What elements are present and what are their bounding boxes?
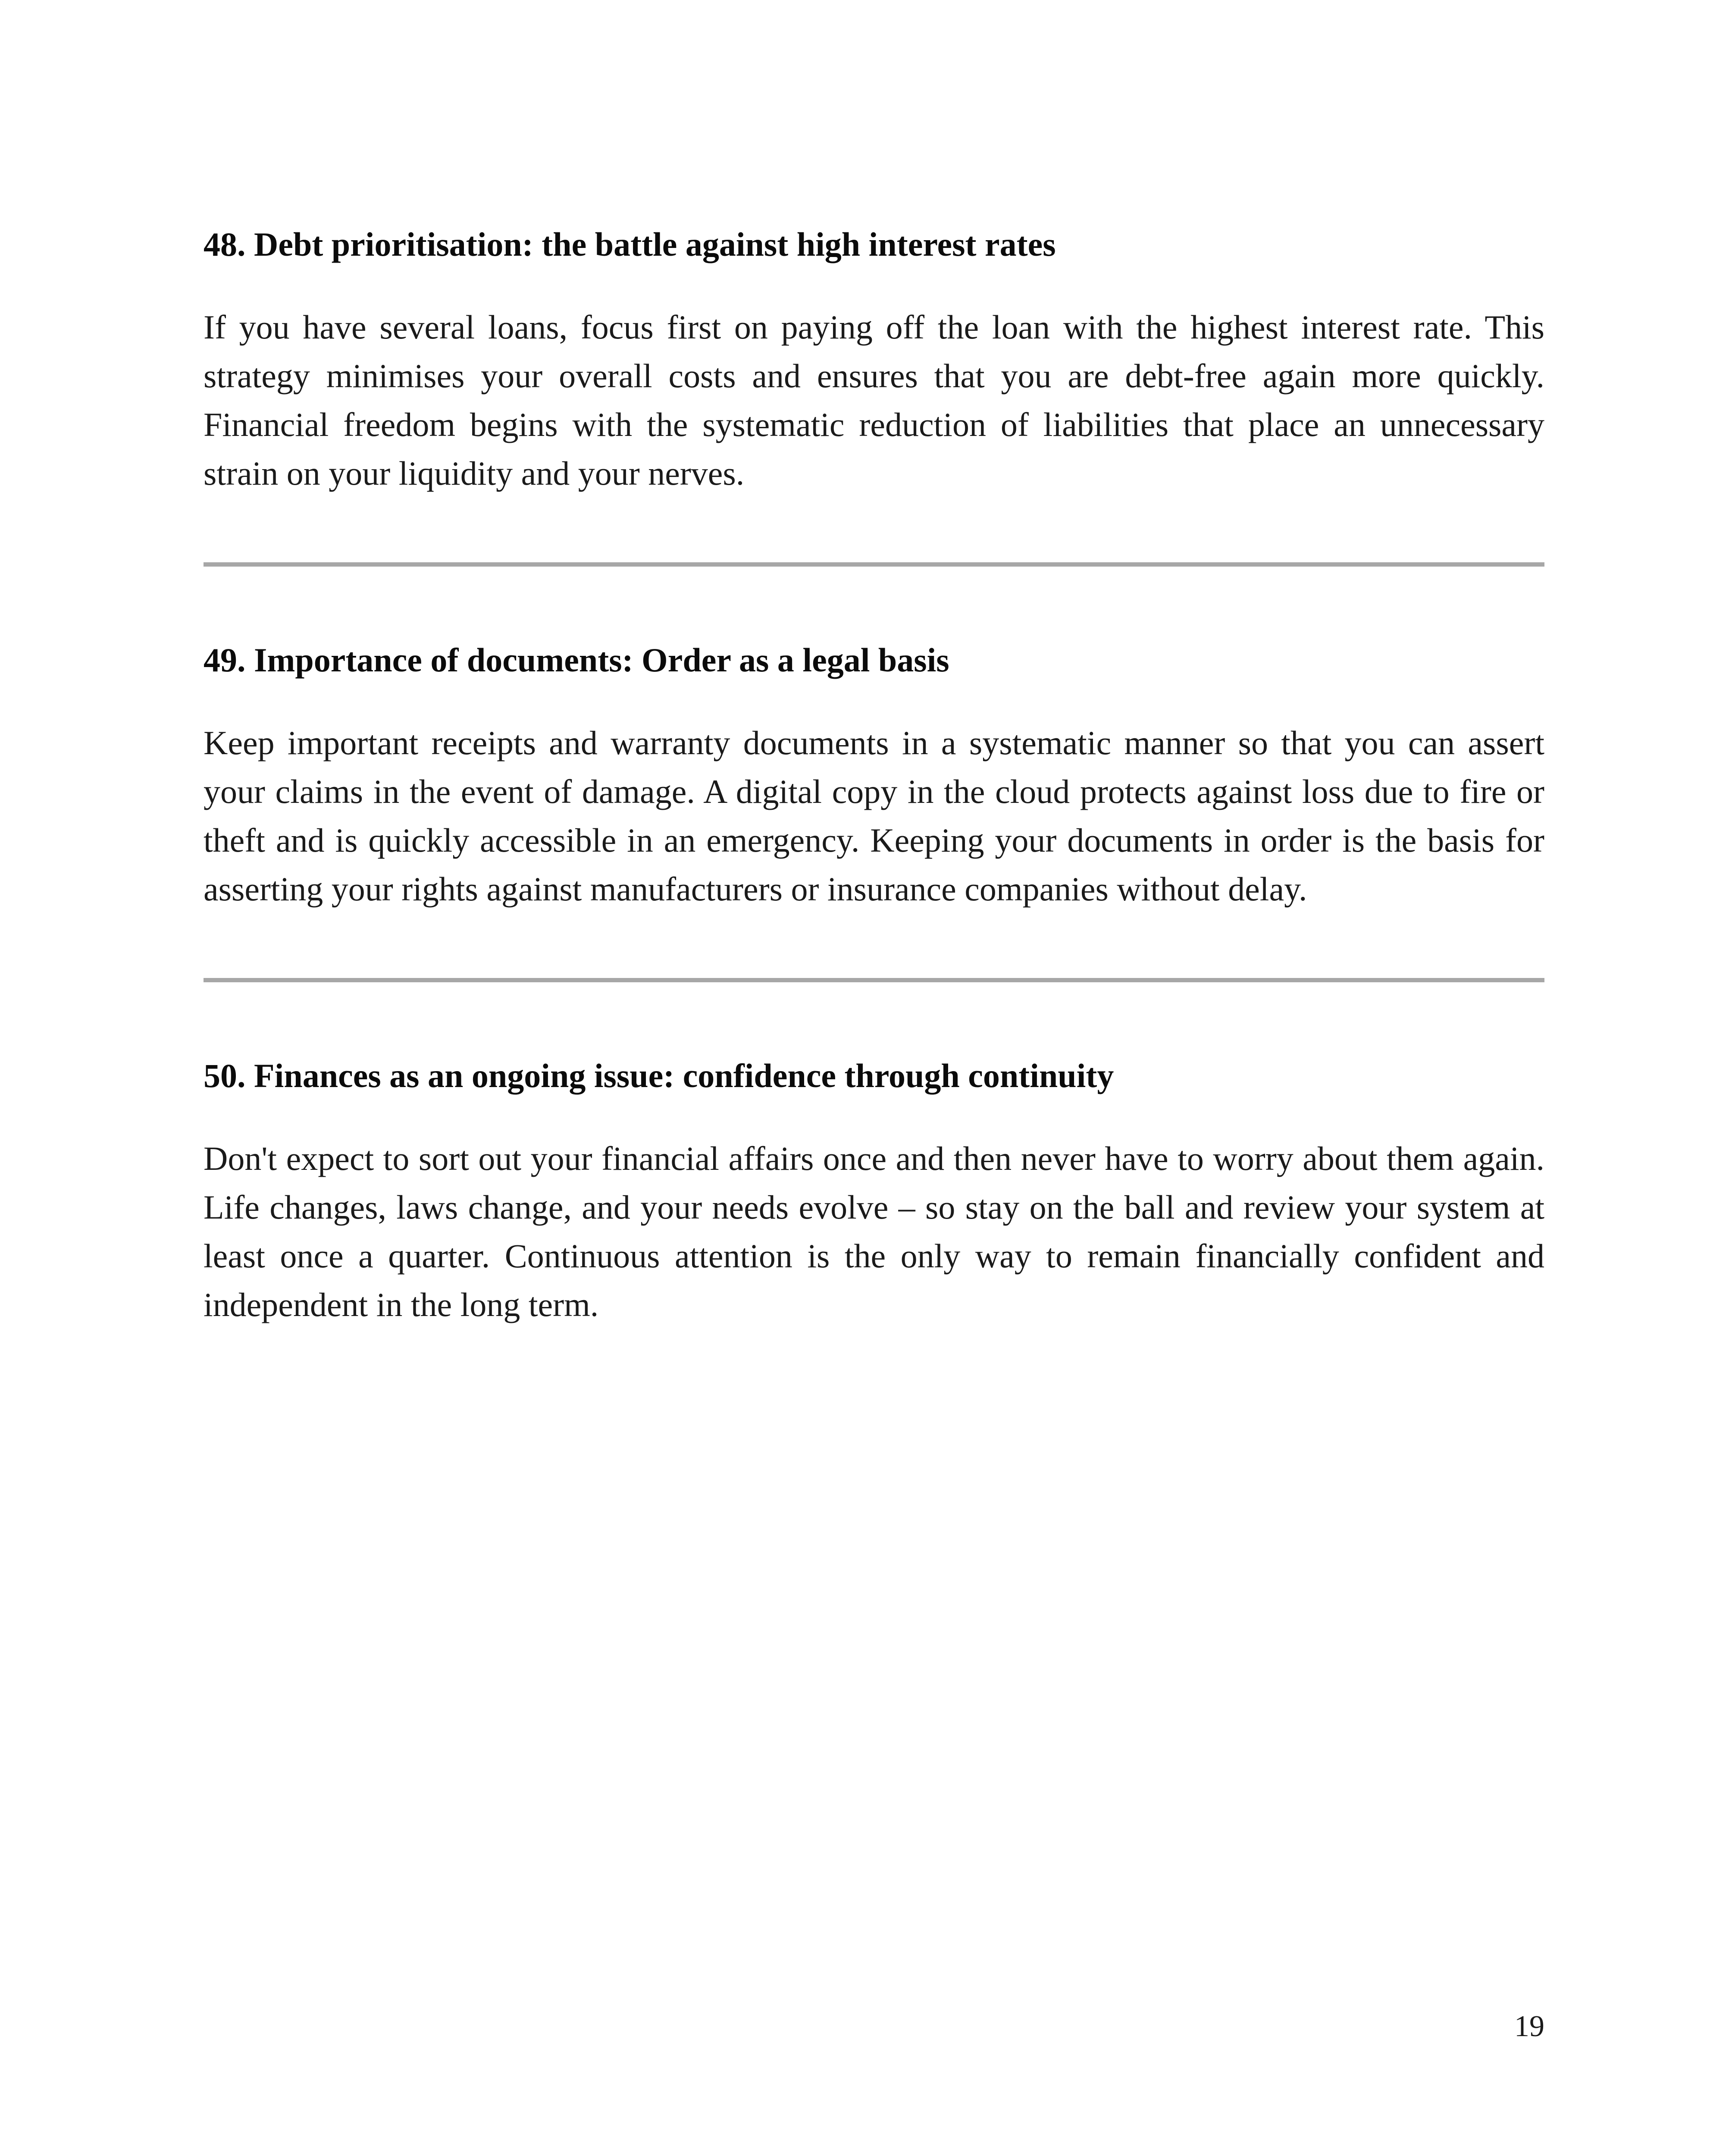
page-number: 19 <box>1514 2010 1544 2043</box>
page-content <box>204 224 1544 1329</box>
section-title: 50. Finances as an ongoing issue: confidence through continuity <box>204 1056 1114 1094</box>
section-divider <box>204 562 1544 567</box>
section-49 <box>204 640 1544 913</box>
section-50 <box>204 1056 1544 1329</box>
section-body: Keep important receipts and warranty documents in a systematic manner so that you can assert your claims in the event of damage. A digital copy in the cloud protects against loss due to fire or theft and is quickly accessible in an emergency. Keeping your documents in order is the basis for asserting your rights against manufacturers or insurance companies without delay. <box>204 724 1544 908</box>
section-title: 49. Importance of documents: Order as a legal basis <box>204 641 949 679</box>
section-48 <box>204 224 1544 498</box>
section-body: If you have several loans, focus first on paying off the loan with the highest interest rate. This strategy minimises your overall costs and ensures that you are debt-free again more quickly. Financial freedom begins with the systematic reduction of liabilities that place an unnecessary strain on your liquidity and your nerves. <box>204 308 1544 492</box>
section-body: Don't expect to sort out your financial affairs once and then never have to worry about them again. Life changes, laws change, and your needs evolve – so stay on the ball and review your system at least once a quarter. Continuous attention is the only way to remain financially confident and independent in the long term. <box>204 1139 1544 1323</box>
section-title: 48. Debt prioritisation: the battle against high interest rates <box>204 226 1056 263</box>
section-divider <box>204 978 1544 982</box>
